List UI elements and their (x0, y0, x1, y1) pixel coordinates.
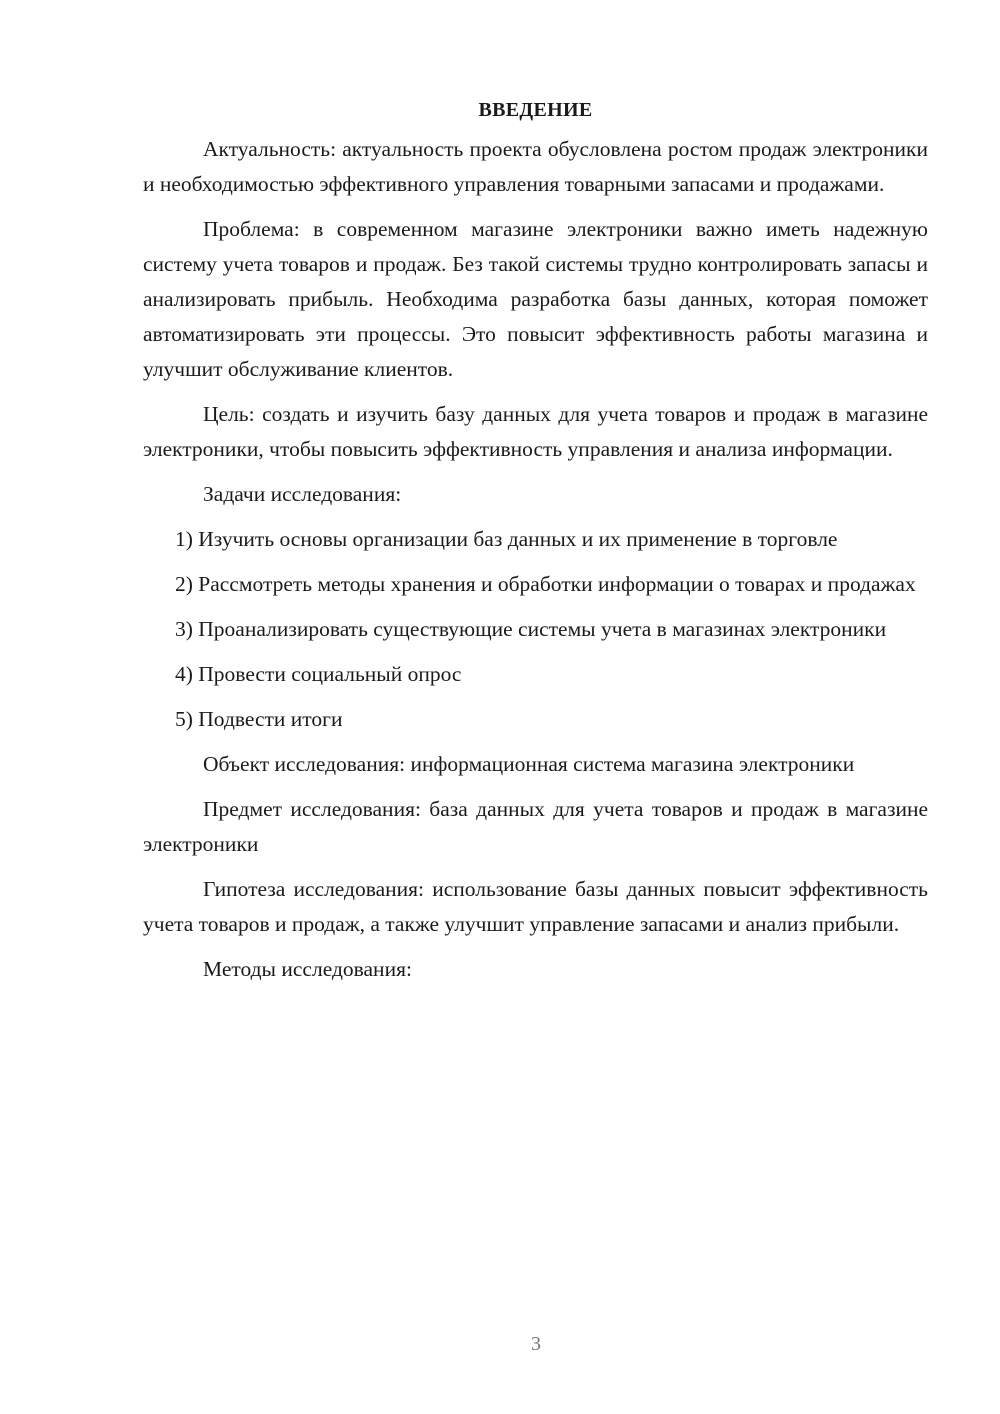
hypothesis-paragraph: Гипотеза исследования: использование базы данных повысит эффективность учета товаров и продаж, а также улучшит управление запасами и анализ прибыли. (143, 877, 928, 936)
section-heading: ВВЕДЕНИЕ (478, 99, 593, 121)
task-item-4: 4) Провести социальный опрос (175, 662, 462, 686)
task-item-5: 5) Подвести итоги (175, 707, 343, 731)
methods-title: Методы исследования: (203, 957, 412, 981)
task-item-1: 1) Изучить основы организации баз данных и их применение в торговле (175, 527, 838, 551)
task-item-3: 3) Проанализировать существующие системы учета в магазинах электроники (175, 617, 887, 641)
tasks-title: Задачи исследования: (203, 482, 402, 506)
object-paragraph: Объект исследования: информационная система магазина электроники (203, 752, 855, 776)
problem-paragraph: Проблема: в современном магазине электроники важно иметь надежную систему учета товаров и продаж. Без такой системы трудно контролировать запасы и анализировать прибыль. Необходима разработка базы данных, которая поможет автоматизировать эти процессы. Это повысит эффективность работы магазина и улучшит обслуживание клиентов. (143, 217, 928, 381)
document-page (143, 96, 928, 997)
goal-paragraph: Цель: создать и изучить базу данных для учета товаров и продаж в магазине электроники, чтобы повысить эффективность управления и анализа информации. (143, 402, 928, 461)
subject-paragraph: Предмет исследования: база данных для учета товаров и продаж в магазине электроники (143, 797, 928, 856)
task-item-2: 2) Рассмотреть методы хранения и обработки информации о товарах и продажах (175, 572, 916, 596)
relevance-paragraph: Актуальность: актуальность проекта обусловлена ростом продаж электроники и необходимостью эффективного управления товарными запасами и продажами. (143, 137, 928, 196)
page-number: 3 (531, 1333, 541, 1355)
